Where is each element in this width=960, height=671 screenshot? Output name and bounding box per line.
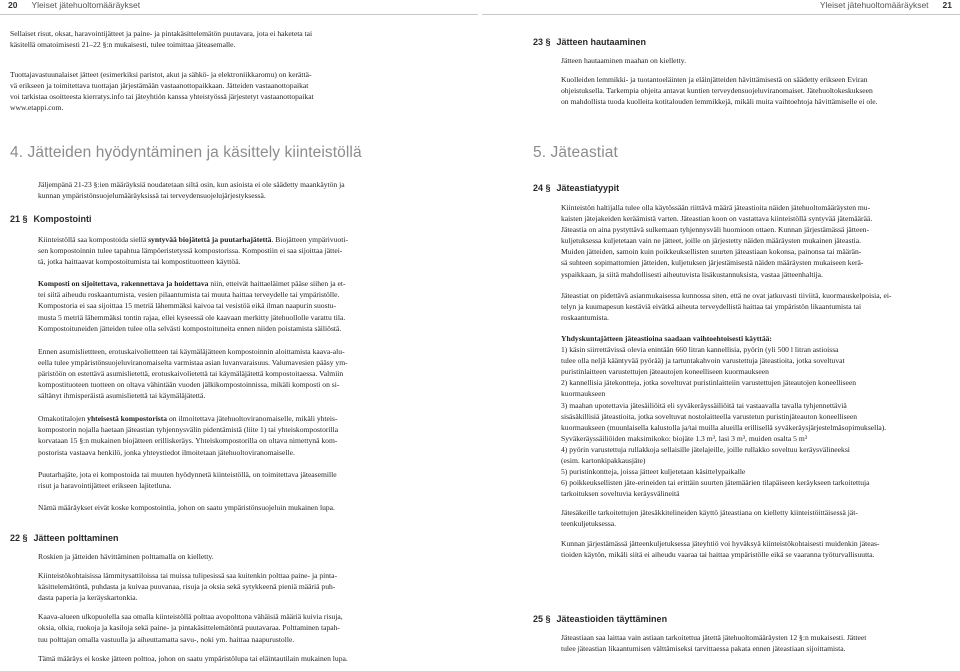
text-line: Syväkeräyssäiliöiden maksimikoko: biojäte 1.3 m³, lasi 3 m³, muiden osalta 5 m³ (561, 433, 807, 443)
text-line: kompostorin nojalla haetaan jäteastian tyhjennysvälin pidentämistä (liite 1) tai yhteiskompostorilla (38, 425, 339, 435)
text-line: kuormaukseen (561, 389, 606, 399)
text-line: Puutarhajäte, jota ei kompostoida tai muuten hyödynnetä kiinteistöllä, on toimitettava jäteasemille (38, 469, 337, 479)
text-line: Yhdyskuntajätteen jäteastioina saadaan vaihtoehtoisesti käyttää: (561, 333, 772, 343)
text-line: Jätteen hautaaminen (556, 37, 647, 47)
text-line: syntyvää biojätettä ja puutarhajätettä (148, 235, 272, 244)
text-line: tioiden käytön, mikäli siitä ei aiheudu vaaraa tai haittaa ympäristölle eikä se vaaranna työturvallisuutta. (561, 549, 875, 559)
text-line: 6) poikkeuksellisten jäte-erineiden tai erittäin suurten jätemäärien tilapäiseen keräykseen tarkoitettuja (561, 478, 870, 488)
page-number-right: 21 (942, 0, 952, 10)
text-line: Jäteastiaan saa laittaa vain astiaan tarkoitettua jätettä jätehuoltomääräysten 12 §:n mukaisesti. Jätteet (561, 633, 867, 642)
text-line: Omakotitalojen (38, 414, 88, 424)
text-line: kuljetuksessa kuljetetaan vain ne jätteet, joille on järjestetty näiden määräysten mukainen jäteastia. (561, 236, 862, 246)
text-line: Jäteastioiden täyttäminen (556, 614, 668, 624)
running-title-right: Yleiset jätehuoltomääräykset (819, 0, 929, 10)
text-line: Jätteen hautaaminen maahan on kielletty. (561, 56, 686, 65)
text-line: 5) puristinkontteja, joissa jätteet kuljetetaan käsittelypaikalle (561, 467, 746, 477)
text-line: yspaikkaan, ja siitä mahdollisesti aiheutuvista lisäkustannuksista, vastaa jätteenhaltija. (561, 269, 823, 279)
text-line: Komposti on sijoitettava, rakennettava ja hoidettava (38, 279, 209, 289)
text-line: telyn ja kuumapesun kestäviä eivätkä aiheuta terveydellistä haittaa tai ympäristön likaantumista tai (561, 301, 862, 311)
text-line: Muiden jätteiden, samoin kuin poikkeuksellisten suurten jäteastiaan kokonsa, painonsa tai määrän- (561, 247, 862, 257)
section-23-heading (533, 37, 646, 48)
text-line: 24 § (533, 183, 551, 193)
text-line: kaisten jätejakeiden keräämistä varten. Jäteastian koon on vastattava kiinteistöllä syntyvää jätemäärää. (561, 214, 873, 224)
section-24-body (561, 202, 958, 560)
text-line: tuu polttajan omalla vastuulla ja aiheuttamatta savu-, noki ym. haittaa naapurustolle. (38, 634, 295, 644)
text-line: Jäljempänä 21-23 §:ien määräyksiä noudatetaan siltä osin, kun asioista ei ole säädetty maankäytön ja (38, 180, 345, 189)
chapter-4-heading: 4. Jätteiden hyödyntäminen ja käsittely kiinteistöllä (10, 144, 362, 161)
text-line: 3) maahan upotettavia jätesäiliöitä eli syväkeräyssäiliöitä tai vastaavalla tavalla tyhjennettäviä (561, 400, 847, 410)
text-line: 1) käsin siirrettävissä olevia enintään 660 litran kannellisia, pyörin (yli 500 l litran astioissa (561, 345, 839, 355)
running-title-left: Yleiset jätehuoltomääräykset (31, 0, 141, 10)
text-line: Kunnan järjestämässä jätteenkuljetuksessa jäteyhtiö voi hyväksyä kiinteistökohtaisesti muidenkin jäteas- (561, 538, 880, 548)
text-line: voi tarkistaa osoitteesta kierratys.info tai jäteyhtiön kanssa yhteistyössä järjestetyt vastaanottopaikat (10, 92, 314, 102)
text-line: Kaava-alueen ulkopuolella saa omalla kiinteistöllä polttaa avopolttona vähäisiä määriä kuivia risuja, (38, 612, 343, 622)
section-23-body (561, 55, 958, 107)
text-line: Jätesäkeille tarkoitettujen jätesäkkitelineiden käyttö jäteastiana on kielletty kiinteistöittäisessä jät- (561, 508, 858, 518)
text-line: on mahdollista tuoda kuolleita kotitalouden lemmikkejä, mikäli muita vaihtoehtoja hävittämiselle ei ole. (561, 97, 878, 107)
text-line: tulee jäteastian likaantumisen välttämiseksi tarvittaessa pakata ennen jäteastiaan sijoittamista. (561, 644, 846, 654)
text-line: 2) kannellisia jätekontteja, jotka soveltuvat puristinlaitteiin varustettujen jäteautojen koneelliseen (561, 378, 857, 388)
section-25-body (561, 632, 958, 654)
text-line: niin, etteivät haittaeläimet pääse siihen ja et- (208, 279, 346, 289)
text-line: tarkoituksen soveltuvia keräysvälineitä (561, 489, 680, 499)
section-25-heading (533, 614, 667, 625)
text-line: yhteisestä kompostorista (87, 414, 168, 424)
text-line: oksia, olkia, ruokoja ja kasiloja sekä paine- ja pintakäsittelemätöntä puutavaraa. Polttaminen tapah- (38, 623, 340, 633)
right-page (480, 0, 960, 671)
text-line: teenkuljetuksessa. (561, 519, 617, 529)
text-line: Kiinteistöllä saa kompostoida siellä (38, 235, 149, 244)
text-line: sältänyt ihmisperäistä asumislietettä tai käymäläjätettä. (38, 391, 206, 401)
text-line: . Biojätteen ympärivuoti- (271, 235, 349, 244)
text-line: 23 § (533, 37, 551, 47)
text-line: 4) pyörin varustettuja rullakkoja sellaisille jätelajeille, joille rullakko soveltuu keräysvälineeksi (561, 444, 850, 454)
text-line: Kompostointi (33, 214, 92, 224)
text-line: risut ja haravointijätteet erikseen lajitetluna. (38, 480, 172, 490)
text-line: eella tulee ympäristönsuojeluviranomaiselta varmistaa asian luvanvaraisuus. Valumavesien pääsy ym- (38, 357, 348, 367)
text-line: tei siitä aiheudu roskaantumista, vesien pilaantumista tai muuta haittaa terveydelle tai ympäristölle. (38, 290, 340, 300)
text-line: Tämä määräys ei koske jätteen polttoa, johon on saatu ympäristölupa tai eläintautilain mukainen lupa. (38, 653, 348, 663)
text-line: Jäteastiat on pidettävä asianmukaisessa kunnossa siten, että ne ovat jatkuvasti tiiviitä, kuormauskelpoisia, ei- (561, 290, 892, 300)
producer-responsibility-paragraph (10, 69, 475, 113)
section-21-heading (10, 214, 92, 225)
text-line: postorista vastaava henkilö, jonka yhteystiedot ilmoitetaan jätehuoltoviranomaiselle. (38, 447, 295, 457)
text-line: kunnan ympäristönsuojelumääräyksissä tai terveydensuojelujärjestyksessä. (38, 191, 266, 201)
text-line: tulee olla neljä kääntyvää pyörää) ja tartuntakahvoin varustettuja jäteastioita, jotka soveltuvat (561, 356, 845, 366)
text-line: roskaantumista. (561, 312, 609, 322)
intro-paragraph (10, 28, 475, 50)
section-22-heading (10, 533, 119, 544)
text-line: käsitellä omatoimisesti 21–22 §:n mukaisesti, tulee toimittaa jäteasemalle. (10, 40, 236, 50)
text-line: vä erikseen ja toimitettava tuottajan järjestämään vastaanottopaikkaan. Jätteiden vastaanottopaikat (10, 81, 309, 91)
chapter-5-heading: 5. Jäteastiat (533, 144, 618, 161)
text-line: Kompostoria ei saa sijoittaa 15 metriä lähemmäksi kaivoa tai vesistöä eikä ilman naapurin suostu- (38, 301, 336, 311)
text-line: musta 5 metriä lähemmäksi tontin rajaa, ellei kyseessä ole kaavaan merkitty jätehuollolle varattu tila. (38, 312, 346, 322)
text-line: sen kompostoinnin tulee tapahtua lämpöeristetyssä kompostorissa. Kompostiin ei saa sijoittaa jättei- (38, 246, 343, 256)
text-line: kuormaukseen (muunlaisella kalustolla ja/tai muilla alueilla erillisellä syväkeräysjärjestelmäsopimuksella). (561, 422, 887, 432)
text-line: Jäteastia on aina pystyttävä sulkemaan tyhjennysväli huomioon ottaen. Kunnan järjestämässä jätteen- (561, 225, 870, 235)
text-line: on ilmoitettava jätehuoltoviranomaiselle, mikäli yhteis- (167, 414, 338, 424)
text-line: 22 § (10, 533, 28, 543)
text-line: Sellaiset risut, oksat, haravointijätteet ja paine- ja pintakäsittelemätön puutavara, jota ei haketeta tai (10, 29, 313, 38)
text-line: sä suhteen sopimattomien jätteiden, kuljetuksen järjestämisestä näiden määräysten mukaiseen kerä- (561, 258, 864, 268)
text-line: 25 § (533, 614, 551, 624)
text-line: 21 § (10, 214, 28, 224)
text-line: käsittelemätöntä, puhdasta ja kuivaa puuvanaa, risuja ja oksia sekä sytykkeenä pieniä määriä puh- (38, 582, 336, 592)
text-line: päristöön on estettävä asumislietettä, erotuskaivolietettä tai käymäläjätettä kompostoitaessa. Valmiin (38, 368, 344, 378)
text-line: Jäteastiatyypit (556, 183, 620, 193)
text-line: Kompostoituneiden jätteiden tulee olla selvästi kompostoituneita ennen niiden poistamista säiliöstä. (38, 323, 342, 333)
section-22-body (38, 551, 475, 664)
text-line: Nämä määräykset eivät koske kompostointia, johon on saatu ympäristönsuojeluin mukainen lupa. (38, 502, 335, 512)
page-number-left: 20 (8, 0, 18, 10)
text-line: dasta paperia ja keräyskartonkia. (38, 593, 138, 603)
text-line: Kiinteistön haltijalla tulee olla käytössään riittävä määrä jäteastioita näiden jätehuoltomääräysten mu- (561, 203, 871, 212)
text-line: Kiinteistökohtaisissa lämmitysattiloissa tai muissa tulipesissä saa kuitenkin polttaa paine- ja pinta- (38, 571, 338, 581)
text-line: puristinlaitteen varustettujen jäteautojen koneelliseen kuormaukseen (561, 367, 769, 377)
text-line: Tuottajavastuunalaiset jätteet (esimerkiksi paristot, akut ja sähkö- ja elektroniikkaromu) on kerättä- (10, 70, 312, 79)
text-line: Kuolleiden lemmikki- ja tuotantoeläinten ja eläinjätteiden hävittämisestä on säädetty erikseen Eviran (561, 75, 868, 85)
text-line: korvataan 15 §:n mukainen biojätteen erilliskeräys. Yhteiskompostorilla on oltava nimettynä kom- (38, 436, 338, 446)
text-line: (esim. kartonkipakkausjäte) (561, 455, 646, 465)
text-line: Ennen asumisliettteen, erotuskaivoliettteen tai käymäläjätteen kompostoinnin aloittamista kaava-alu- (38, 346, 345, 356)
section-21-body (38, 234, 475, 513)
text-line: sisäsäkillisiä jäteastioita, jotka soveltuvat nostolaitteella varustetun puristinjäteauton koneelliseen (561, 411, 858, 421)
text-line: www.etappi.com. (10, 103, 64, 113)
chapter-4-intro (38, 179, 475, 201)
text-line: Roskien ja jätteiden hävittäminen polttamalla on kielletty. (38, 552, 214, 561)
text-line: tä, jotka haittaavat kompostoitumista tai kompostituotteen käyttöä. (38, 257, 241, 267)
section-24-heading (533, 183, 619, 194)
text-line: ohjeistuksella. Tarkempia ohjeita antavat kuntien terveydensuojeluviranomaiset. Jätehuoltokeskukseen (561, 86, 873, 96)
text-line: Jätteen polttaminen (33, 533, 119, 543)
text-line: kompostituoteen tuotteen on oltava vähintään vuoden jälkikompostoinnissa, mikäli komposti on si- (38, 380, 340, 390)
